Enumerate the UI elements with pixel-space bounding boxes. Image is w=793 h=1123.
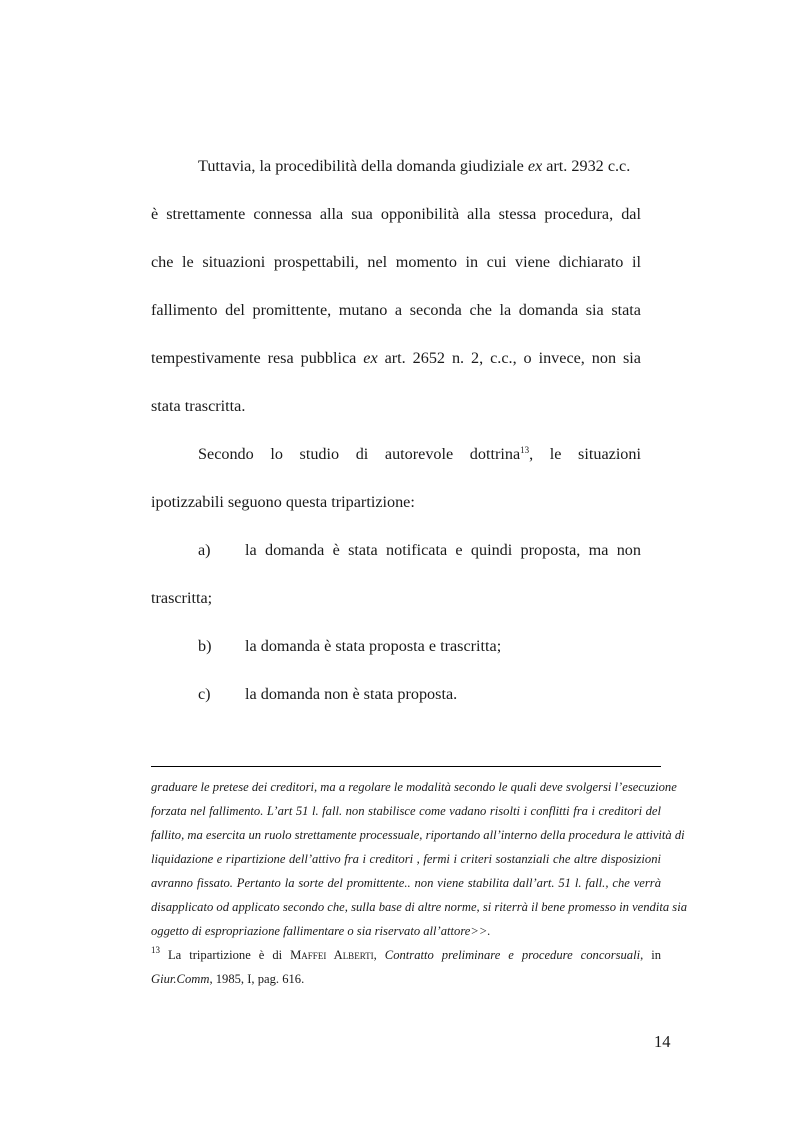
text-run: Tuttavia, la procedibilità della domanda giudiziale [198,157,528,175]
text-run: , 1985, I, pag. 616. [209,972,305,986]
paragraph-1-line-3: che le situazioni prospettabili, nel momento in cui viene dichiarato il [151,253,641,271]
footnote-continuation-line-6: disapplicato od applicato secondo che, sulla base di altre norme, si riterrà il bene promesso in vendita sia [151,900,687,914]
page-number: 14 [654,1032,671,1051]
text-run: art. 2932 c.c. [542,157,631,175]
list-marker: c) [198,685,211,703]
footnote-continuation-line-1: graduare le pretese dei creditori, ma a regolare le modalità secondo le quali deve svolgersi l’esecuzione [151,780,677,794]
list-item-c [151,686,641,706]
list-item-b [151,638,641,658]
list-item-text: la domanda non è stata proposta. [245,685,458,703]
list-marker: a) [198,541,211,559]
paragraph-1-line-2: è strettamente connessa alla sua opponibilità alla stessa procedura, dal [151,205,641,223]
footnote-13-line-2 [151,972,304,987]
footnote-continuation-line-2: forzata nel fallimento. L’art 51 l. fall. non stabilisce come vadano risolti i conflitti fra i creditori del [151,804,661,818]
author-name: Maffei Alberti [290,948,374,962]
italic-term: ex [363,349,378,367]
list-item-a [151,542,641,562]
text-run: Secondo lo studio di autorevole dottrina [198,445,521,463]
footnote-continuation-line-7: oggetto di espropriazione fallimentare o sia riservato all’attore>>. [151,924,491,938]
footnote-continuation-line-4: liquidazione e ripartizione dell’attivo fra i creditori , fermi i criteri sostanziali che altre disposizioni [151,852,661,866]
paragraph-1-line-5 [151,350,641,370]
text-run: tempestivamente resa pubblica [151,349,364,367]
paragraph-2-line-2: ipotizzabili seguono questa tripartizione: [151,493,415,511]
footnote-continuation-line-3: fallito, ma esercita un ruolo strettamente processuale, riportando all’interno della procedura le attività di [151,828,685,842]
list-item-text: la domanda è stata proposta e trascritta; [245,637,502,655]
footnote-13-line-1 [151,945,662,963]
footnote-ref[interactable]: 13 [520,445,530,455]
footnote-number: 13 [151,945,160,955]
paragraph-2-line-1 [198,446,641,466]
text-run: art. 2652 n. 2, c.c., o invece, non sia [377,349,641,367]
journal-title: Giur.Comm [151,972,210,986]
text-run: , [373,948,385,962]
list-marker: b) [198,637,212,655]
work-title: Contratto preliminare e procedure concorsuali [384,948,641,962]
list-item-a-continuation: trascritta; [151,589,213,607]
paragraph-1-line-4: fallimento del promittente, mutano a seconda che la domanda sia stata [151,301,641,319]
list-item-text: la domanda è stata notificata e quindi proposta, ma non [245,541,641,559]
footnote-continuation-line-5: avranno fissato. Pertanto la sorte del promittente.. non viene stabilita dall’art. 51 l. fall., che verrà [151,876,661,890]
paragraph-1-line-6: stata trascritta. [151,397,246,415]
text-run: La tripartizione è di [160,948,291,962]
text-run: , le situazioni [529,445,641,463]
footnote-separator [151,766,661,767]
text-run: , in [640,948,662,962]
paragraph-1-line-1 [198,158,630,178]
italic-term: ex [527,157,543,175]
